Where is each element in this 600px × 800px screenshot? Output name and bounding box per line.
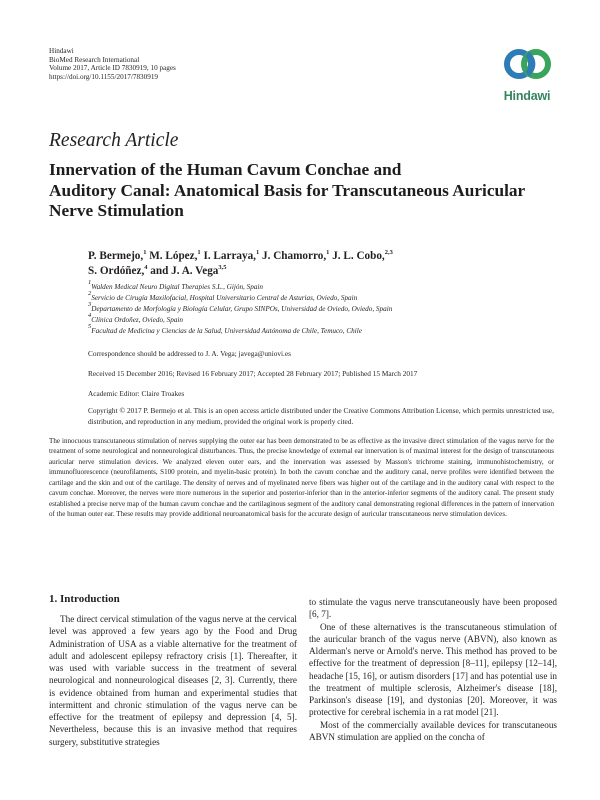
author-sup: 2,3 [384, 249, 393, 256]
affiliation [88, 279, 528, 293]
author-name: M. López, [149, 250, 198, 262]
abstract: The innocuous transcutaneous stimulation of nerves supplying the outer ear has been demonstrated to be as effective as the invasive direct stimulation of the vagus nerve for the treatment of some neurological and nonneurological disturbances. Thus, the precise knowledge of external ear innervation is of maximal interest for the design of transcutaneous auricular nerve stimulation devices. We analyzed eleven outer ears, and the innervation was assessed by Masson's trichrome staining, immunohistochemistry, or immunofluorescence (neurofilaments, S100 protein, and myelin-basic protein). In both the cavum conchae and the auditory canal, nerve profiles were identified between the cartilage and the skin and out of the cartilage. The density of nerves and of myelinated nerve fibers was higher out of the cartilage and in the auditory canal with respect to the cavum conchae. Moreover, the nerves were more numerous in the superior and posterior-inferior than in the anterior-inferior segments of the auditory canal. The present study established a precise nerve map of the human cavum conchae and the cartilaginous segment of the auditory canal demonstrating regional differences in the pattern of innervation of the human outer ear. These results may provide additional neuroanatomical basis for the accurate design of auricular transcutaneous nerve stimulation devices. [49, 437, 554, 519]
author-sup: 1 [143, 249, 147, 256]
aff-text: Walden Medical Neuro Digital Therapies S.L., Gijón, Spain [91, 283, 264, 291]
aff-sup: 2 [88, 289, 92, 297]
aff-text: Servicio de Cirugía Maxilofacial, Hospital Universitario Central de Asturias, Oviedo, Spain [91, 293, 358, 302]
aff-sup: 4 [88, 311, 92, 319]
right-column [309, 596, 557, 743]
author-name: P. Bermejo, [88, 250, 144, 262]
hindawi-logo-text: Hindawi [503, 89, 551, 103]
author-list [88, 249, 548, 279]
author-sup: 1 [197, 249, 201, 256]
journal-header [49, 47, 176, 81]
affiliations [88, 279, 528, 337]
journal-name: BioMed Research International [49, 55, 140, 64]
academic-editor: Academic Editor: Claire Troakes [88, 389, 185, 398]
affiliation [88, 289, 528, 304]
aff-sup: 1 [88, 279, 92, 286]
author-sup: 3,5 [218, 264, 227, 271]
doi-link[interactable]: https://doi.org/10.1155/2017/7830919 [49, 72, 159, 81]
author-name: S. Ordóñez, [88, 265, 145, 277]
author-line [88, 264, 548, 279]
author-name: I. Larraya, [203, 250, 256, 262]
aff-sup: 3 [88, 300, 92, 308]
author-name: J. L. Cobo, [332, 250, 385, 262]
author-sup: 4 [144, 264, 148, 271]
article-dates: Received 15 December 2016; Revised 16 February 2017; Accepted 28 February 2017; Published 15 March 2017 [88, 369, 418, 378]
author-name: and J. A. Vega [150, 265, 219, 277]
aff-text: Facultad de Medicina y Ciencias de la Salud, Universidad Autónoma de Chile, Temuco, Chile [91, 326, 362, 335]
section-title: 1. Introduction [49, 593, 120, 605]
aff-text: Clínica Ordoñez, Oviedo, Spain [91, 315, 184, 324]
aff-sup: 5 [88, 322, 92, 330]
affiliation [88, 300, 528, 315]
publisher-line: Hindawi [49, 47, 74, 55]
correspondence: Correspondence should be addressed to J. A. Vega; javega@uniovi.es [88, 349, 291, 358]
copyright: Copyright © 2017 P. Bermejo et al. This is an open access article distributed under the Creative Commons Attribution License, which permits unrestricted use, distribution, and reproduction in any medium, provided the original work is properly cited. [88, 406, 554, 426]
affiliation [88, 322, 528, 337]
paragraph: Most of the commercially available devices for transcutaneous ABVN stimulation are applied on the concha of [309, 719, 557, 742]
paragraph: The direct cervical stimulation of the vagus nerve at the cervical level was approved a few years ago by the Food and Drug Administration of USA as a viable alternative for the treatment of adult and adolescent epilepsy refractory crisis [1]. Thereafter, it was used with variable success in the treatment of several neurological and nonneurological diseases [2, 3]. Currently, there is evidence obtained from human and experimental studies that intermittent and chronic stimulation of the vagus nerve can be effective for the treatment of epilepsy and depression [4, 5]. Nevertheless, because this is an invasive method that requires surgery, substitutive strategies [49, 614, 297, 747]
title-line: Nerve Stimulation [49, 201, 184, 220]
author-line [88, 249, 548, 264]
left-column [49, 613, 297, 748]
affiliation [88, 311, 528, 326]
article-title [49, 160, 569, 222]
title-line: Innervation of the Human Cavum Conchae and [49, 160, 402, 179]
paragraph: One of these alternatives is the transcutaneous stimulation of the auricular branch of the vagus nerve (ABVN), also known as Alderman's nerve or Arnold's nerve. This method has proved to be effective for the treatment of depression [8–11], epilepsy [12–14], headache [15, 16], or autism disorders [17] and has potential use in the treatment of multiple sclerosis, Alzheimer's disease [18], Parkinson's disease [19], and dystonias [20]. Moreover, it was protective for cerebral ischemia in a rat model [21]. [309, 621, 557, 718]
author-name: J. Chamorro, [262, 250, 327, 262]
author-sup: 1 [326, 249, 330, 256]
paragraph: to stimulate the vagus nerve transcutaneously have been proposed [6, 7]. [309, 597, 557, 620]
author-sup: 1 [255, 249, 260, 256]
aff-text: Departamento de Morfología y Biología Celular, Grupo SINPOs, Universidad de Oviedo, Oviedo, Spain [91, 304, 393, 313]
article-type: Research Article [49, 130, 179, 151]
title-line: Auditory Canal: Anatomical Basis for Transcutaneous Auricular [49, 180, 526, 200]
volume-line: Volume 2017, Article ID 7830919, 10 pages [49, 64, 176, 73]
